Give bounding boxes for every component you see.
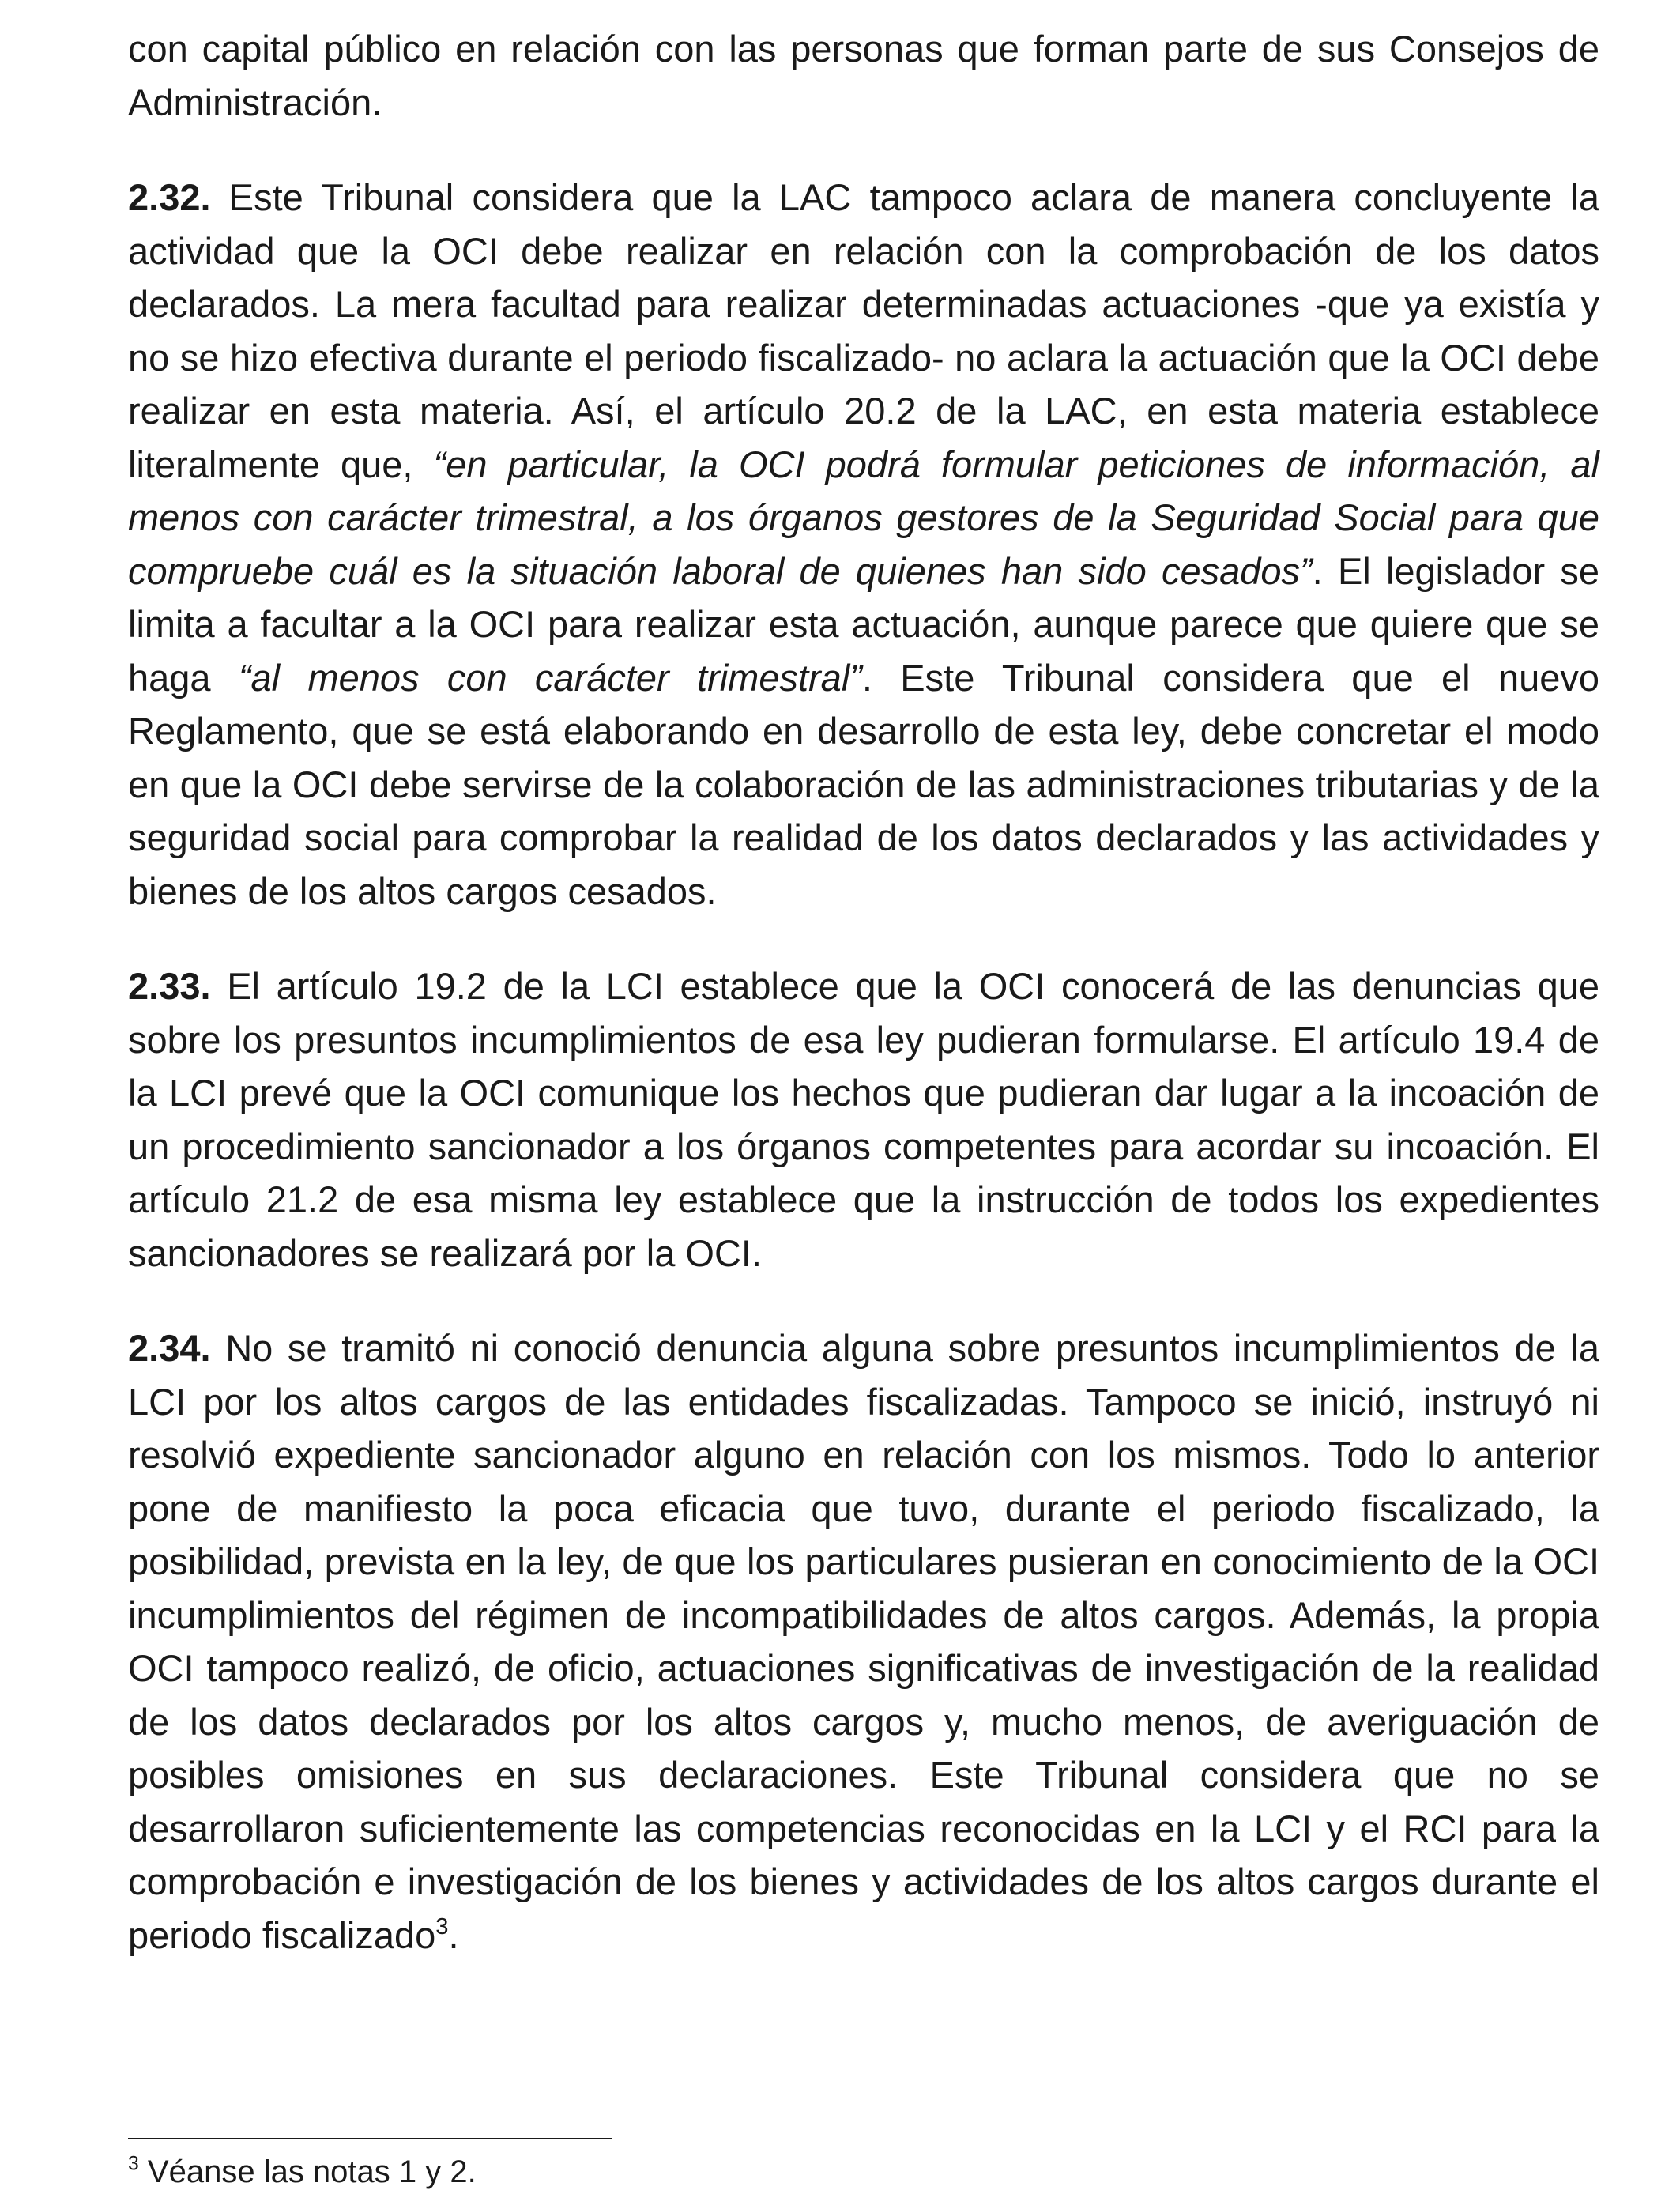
paragraph-gap — [128, 1280, 1599, 1321]
paragraph-gap — [128, 129, 1599, 171]
paragraph-2-32 — [128, 171, 1599, 918]
intro-tail-text: con capital público en relación con las personas que forman parte de sus Consejos de Administración. — [128, 28, 1599, 123]
paragraph-2-32-text-2: . El legislador se limita a facultar a la OCI para realizar esta actuación, aunque parece que quiere que se haga — [128, 549, 1600, 699]
paragraph-2-34-end: . — [448, 1913, 459, 1956]
footnote-separator — [128, 2138, 612, 2139]
footnote-text: Véanse las notas 1 y 2. — [138, 2154, 477, 2189]
footnote-marker: 3 — [128, 2153, 139, 2175]
paragraph-number-2-32: 2.32. — [128, 176, 211, 218]
document-body — [128, 22, 1599, 1962]
paragraph-2-32-quote-2: “al menos con carácter trimestral” — [238, 656, 862, 699]
paragraph-intro-tail — [128, 22, 1599, 129]
paragraph-2-32-quote-1: “en particular, la OCI podrá formular peticiones de información, al menos con carácter trimestral, a los órganos gestores de la Seguridad Social para que compruebe cuál es la situación laboral de quienes han sido cesados” — [128, 443, 1599, 592]
paragraph-2-34-text: No se tramitó ni conoció denuncia alguna sobre presuntos incumplimientos de la LCI por los altos cargos de las entidades fiscalizadas. Tampoco se inició, instruyó ni resolvió expediente sancionador alguno en relación con los mismos. Todo lo anterior pone de manifiesto la poca eficacia que tuvo, durante el periodo fiscalizado, la posibilidad, prevista en la ley, de que los particulares pusieran en conocimiento de la OCI incumplimientos del régimen de incompatibilidades de altos cargos. Además, la propia OCI tampoco realizó, de oficio, actuaciones significativas de investigación de la realidad de los datos declarados por los altos cargos y, mucho menos, de averiguación de posibles omisiones en sus declaraciones. Este Tribunal considera que no se desarrollaron suficientemente las competencias reconocidas en la LCI y el RCI para la comprobación e investigación de los bienes y actividades de los altos cargos durante el periodo fiscalizado — [128, 1327, 1599, 1956]
footnote-reference[interactable]: 3 — [435, 1913, 449, 1940]
paragraph-2-33-text: El artículo 19.2 de la LCI establece que la OCI conocerá de las denuncias que sobre los presuntos incumplimientos de esa ley pudieran formularse. El artículo 19.4 de la LCI prevé que la OCI comunique los hechos que pudieran dar lugar a la incoación de un procedimiento sancionador a los órganos competentes para acordar su incoación. El artículo 21.2 de esa misma ley establece que la instrucción de todos los expedientes sancionadores se realizará por la OCI. — [128, 965, 1599, 1274]
footnote — [128, 2151, 477, 2192]
paragraph-2-32-text-1: Este Tribunal considera que la LAC tampoco aclara de manera concluyente la actividad que la OCI debe realizar en relación con la comprobación de los datos declarados. La mera facultad para realizar determinadas actuaciones -que ya existía y no se hizo efectiva durante el periodo fiscalizado- no aclara la actuación que la OCI debe realizar en esta materia. Así, el artículo 20.2 de la LAC, en esta materia establece literalmente que, — [128, 176, 1599, 485]
paragraph-number-2-33: 2.33. — [128, 965, 211, 1007]
paragraph-2-34 — [128, 1321, 1599, 1962]
paragraph-gap — [128, 918, 1599, 959]
paragraph-2-33 — [128, 959, 1599, 1280]
paragraph-number-2-34: 2.34. — [128, 1327, 211, 1369]
paragraph-2-32-text-3: . Este Tribunal considera que el nuevo Reglamento, que se está elaborando en desarrollo de esta ley, debe concretar el modo en que la OCI debe servirse de la colaboración de las administraciones tributarias y de la seguridad social para comprobar la realidad de los datos declarados y las actividades y bienes de los altos cargos cesados. — [128, 656, 1599, 912]
